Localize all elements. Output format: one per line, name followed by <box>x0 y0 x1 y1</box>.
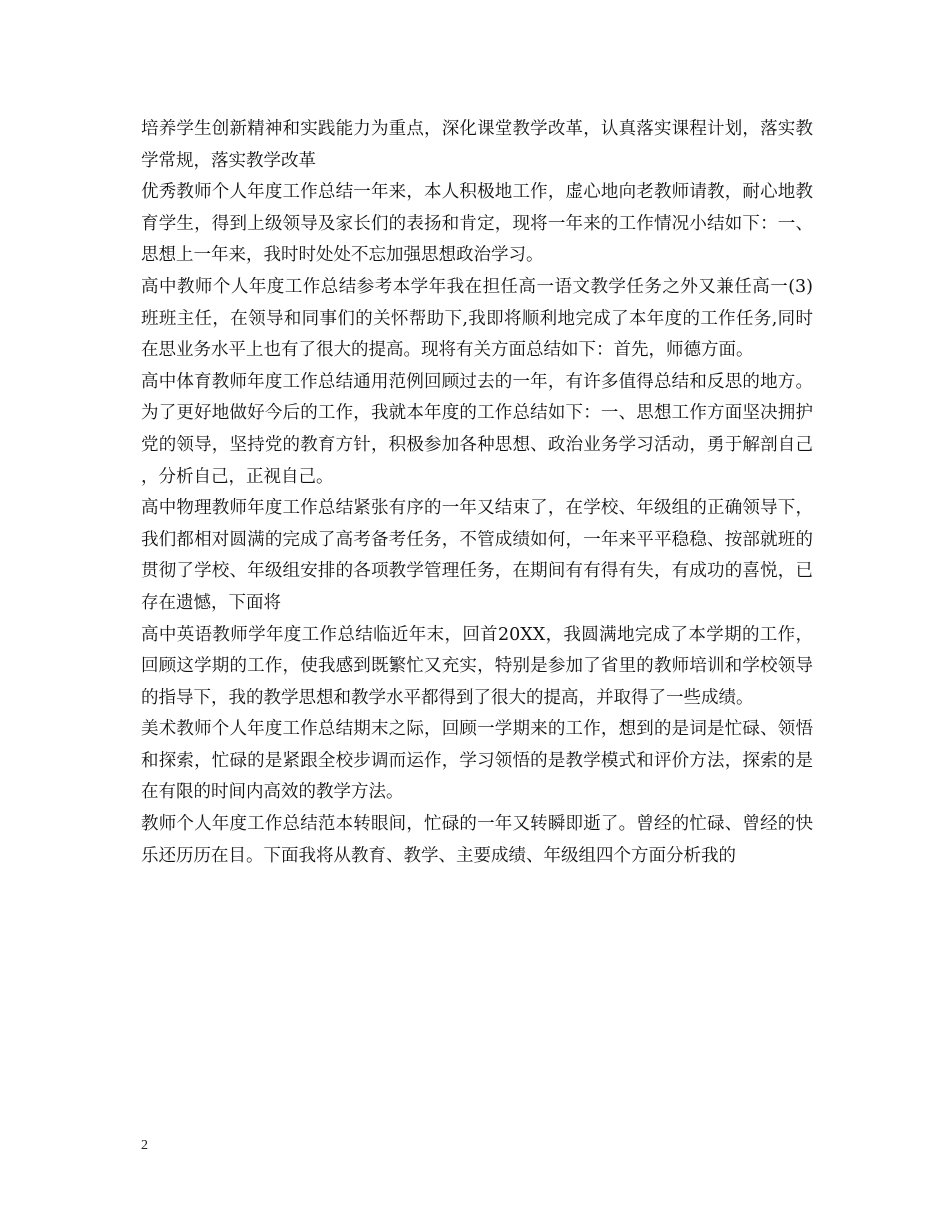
paragraph-4: 高中体育教师年度工作总结通用范例回顾过去的一年，有许多值得总结和反思的地方。为了更好地做好今后的工作，我就本年度的工作总结如下：一、思想工作方面坚决拥护党的领导，坚持党的教育方针，积极参加各种思想、政治业务学习活动，勇于解剖自己，分析自己，正视自己。 <box>141 371 813 487</box>
paragraph-7: 美术教师个人年度工作总结期末之际，回顾一学期来的工作，想到的是词是忙碌、领悟和探索，忙碌的是紧跟全校步调而运作，学习领悟的是教学模式和评价方法，探索的是在有限的时间内高效的教学方法。 <box>141 719 813 803</box>
document-body <box>141 114 813 872</box>
paragraph-8: 教师个人年度工作总结范本转眼间，忙碌的一年又转瞬即逝了。曾经的忙碌、曾经的快乐还历历在目。下面我将从教育、教学、主要成绩、年级组四个方面分析我的 <box>141 814 813 866</box>
page-number: 2 <box>141 1138 148 1153</box>
paragraph-3: 高中教师个人年度工作总结参考本学年我在担任高一语文教学任务之外又兼任高一(3)班班主任，在领导和同事们的关怀帮助下,我即将顺利地完成了本年度的工作任务,同时在思业务水平上也有了很大的提高。现将有关方面总结如下：首先，师德方面。 <box>141 276 813 361</box>
paragraph-6: 高中英语教师学年度工作总结临近年末，回首20XX，我圆满地完成了本学期的工作，回顾这学期的工作，使我感到既繁忙又充实，特别是参加了省里的教师培训和学校领导的指导下，我的教学思想和教学水平都得到了很大的提高，并取得了一些成绩。 <box>141 624 813 708</box>
paragraph-1: 培养学生创新精神和实践能力为重点，深化课堂教学改革，认真落实课程计划，落实教学常规，落实教学改革 <box>141 119 813 171</box>
paragraph-5: 高中物理教师年度工作总结紧张有序的一年又结束了，在学校、年级组的正确领导下，我们都相对圆满的完成了高考备考任务，不管成绩如何，一年来平平稳稳、按部就班的贯彻了学校、年级组安排的各项教学管理任务，在期间有有得有失，有成功的喜悦，已存在遗憾，下面将 <box>141 498 813 613</box>
paragraph-2: 优秀教师个人年度工作总结一年来，本人积极地工作，虚心地向老教师请教，耐心地教育学生，得到上级领导及家长们的表扬和肯定，现将一年来的工作情况小结如下：一、思想上一年来，我时时处处不忘加强思想政治学习。 <box>141 182 813 266</box>
